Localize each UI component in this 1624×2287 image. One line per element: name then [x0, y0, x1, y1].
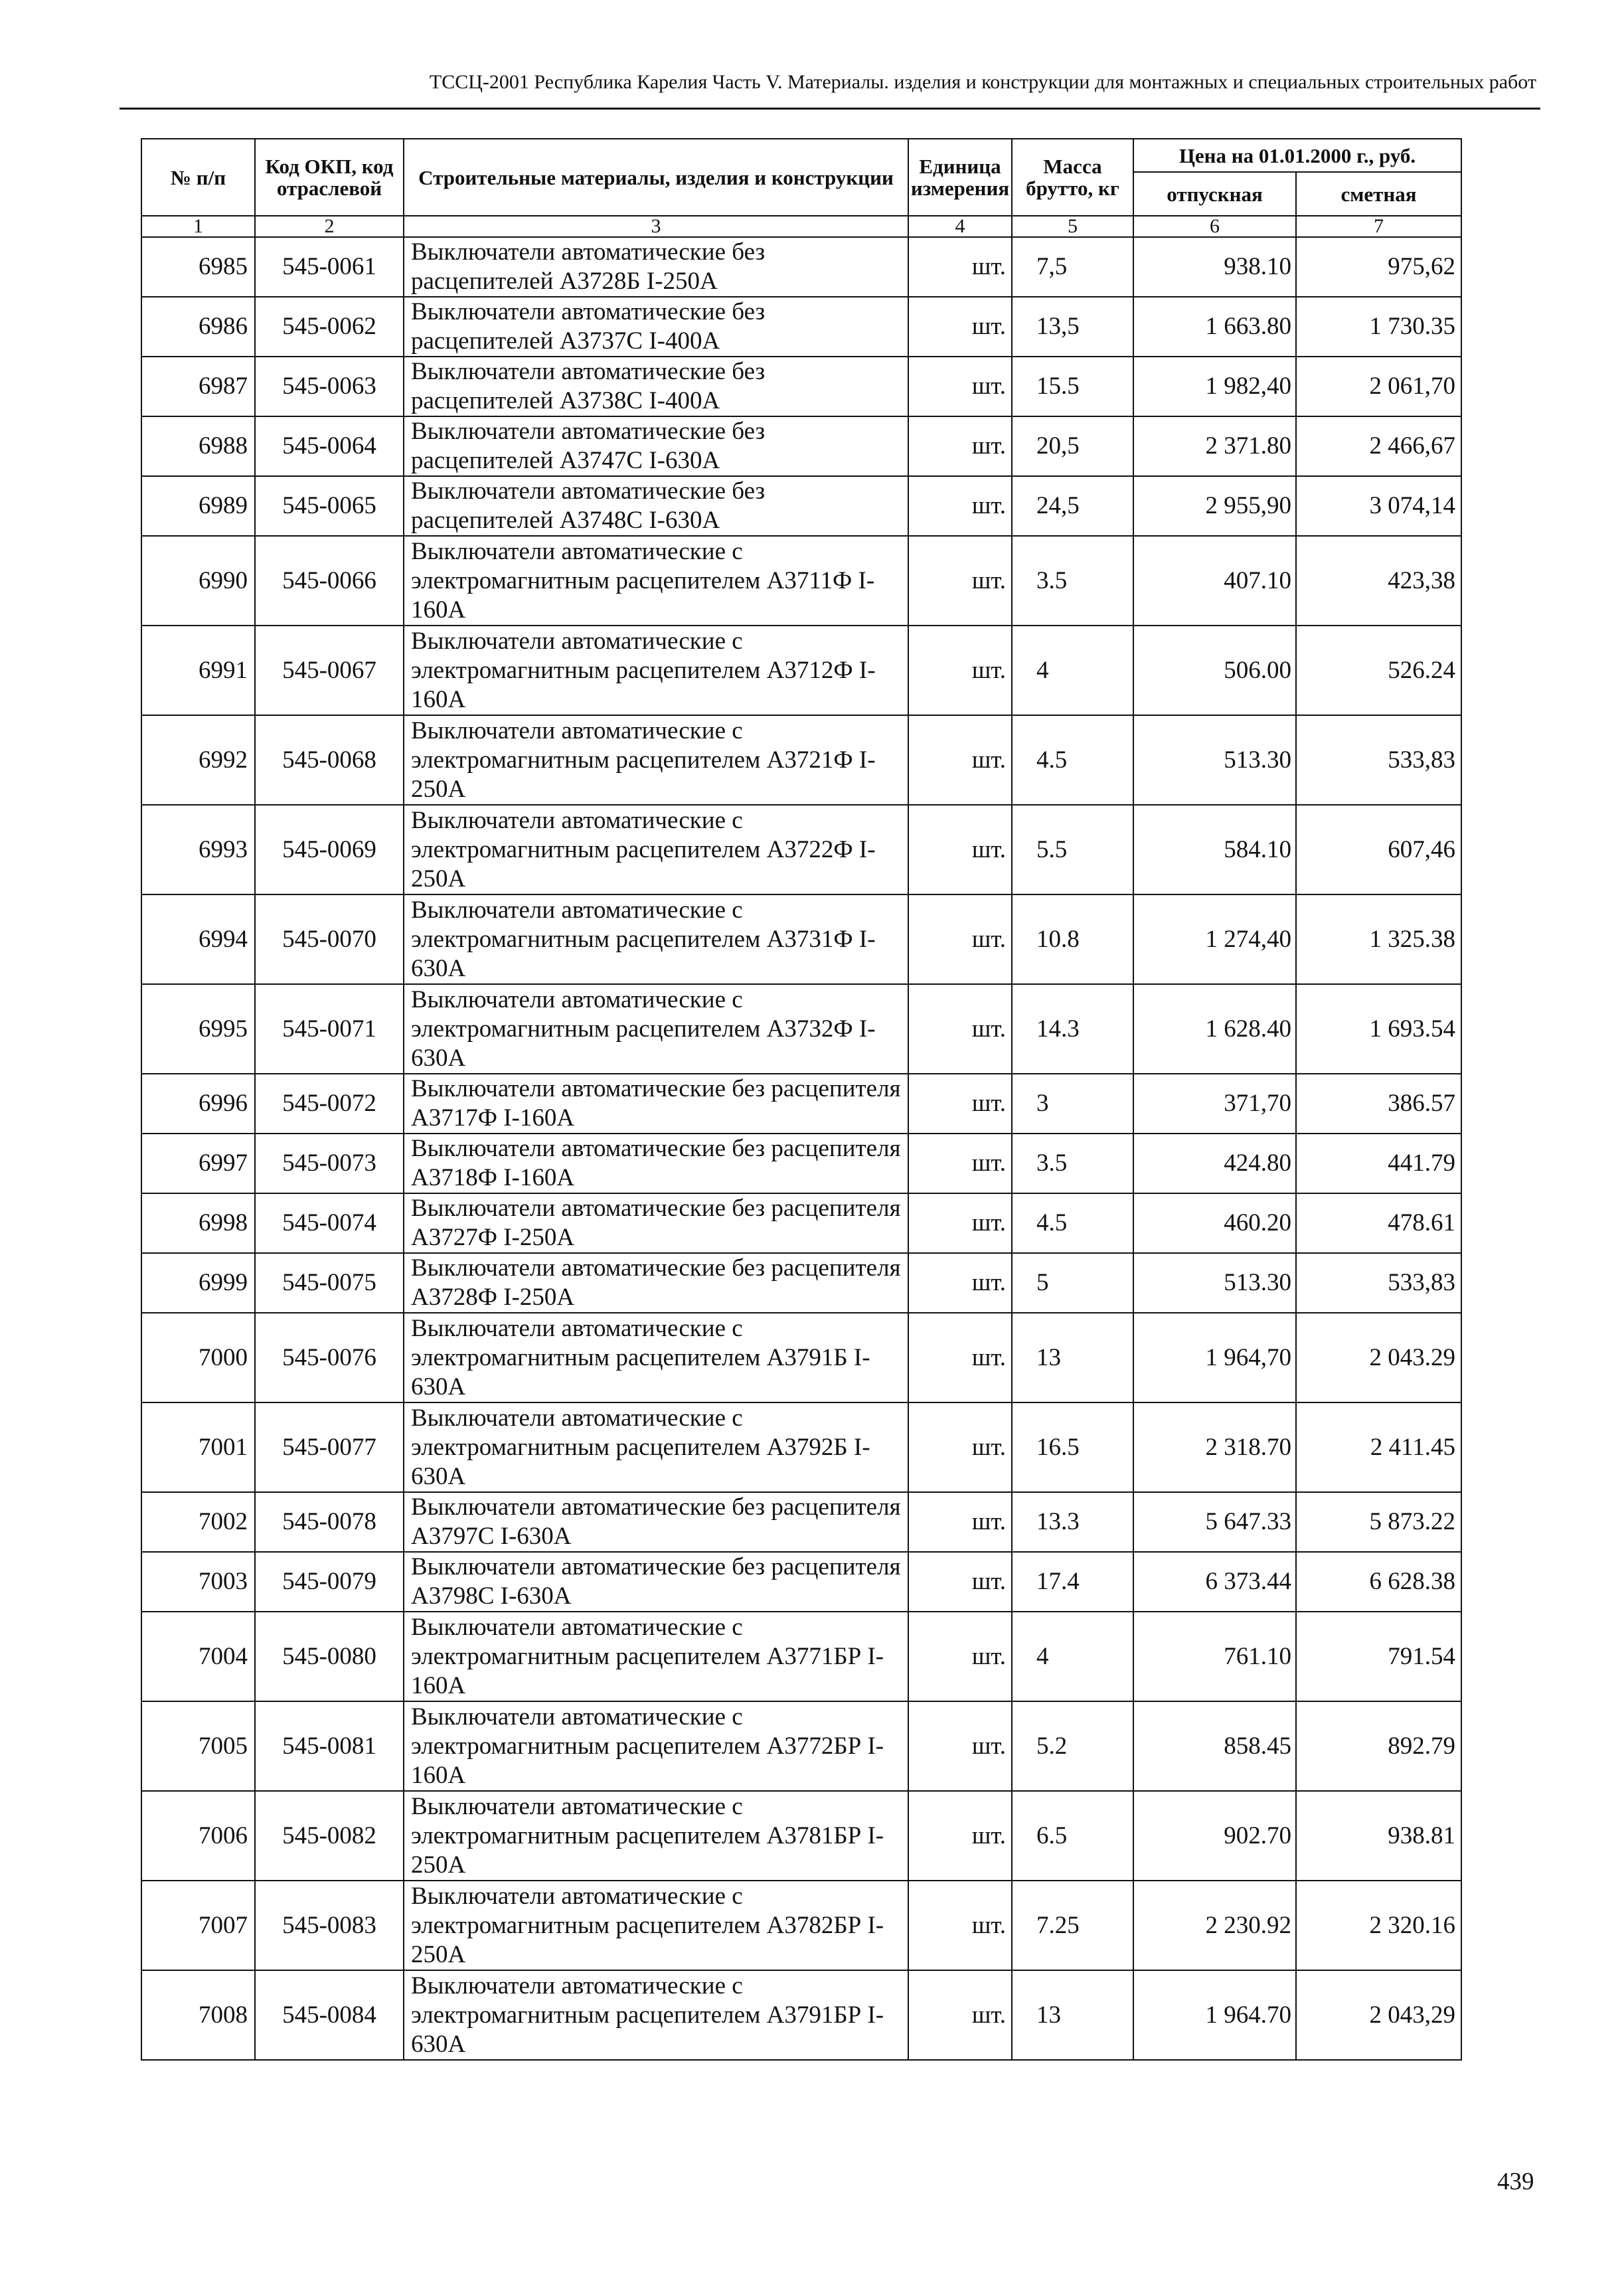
- col-header-price-group: Цена на 01.01.2000 г., руб.: [1133, 139, 1461, 172]
- item-name: Выключатели автоматические без расцепителя А3727Ф I-250А: [404, 1193, 908, 1253]
- gross-mass: 4: [1012, 626, 1133, 715]
- okp-code: 545-0082: [255, 1791, 404, 1881]
- release-price: 938.10: [1133, 237, 1296, 297]
- release-price: 2 230.92: [1133, 1881, 1296, 1970]
- unit-of-measure: шт.: [908, 805, 1012, 894]
- okp-code: 545-0064: [255, 416, 404, 476]
- row-number: 6989: [141, 476, 255, 536]
- row-number: 7001: [141, 1402, 255, 1492]
- unit-of-measure: шт.: [908, 1313, 1012, 1402]
- page-header: [120, 66, 1540, 98]
- estimate-price: 1 693.54: [1296, 984, 1461, 1074]
- row-number: 7008: [141, 1970, 255, 2060]
- column-number: 4: [908, 216, 1012, 237]
- gross-mass: 6.5: [1012, 1791, 1133, 1881]
- table-row: [141, 715, 1461, 805]
- estimate-price: 892.79: [1296, 1701, 1461, 1791]
- release-price: 2 371.80: [1133, 416, 1296, 476]
- release-price: 513.30: [1133, 715, 1296, 805]
- header-rule: [120, 108, 1540, 110]
- table-row: [141, 297, 1461, 357]
- item-name: Выключатели автоматические с электромагнитным расцепителем А3792Б I-630А: [404, 1402, 908, 1492]
- release-price: 460.20: [1133, 1193, 1296, 1253]
- okp-code: 545-0081: [255, 1701, 404, 1791]
- estimate-price: 2 411.45: [1296, 1402, 1461, 1492]
- item-name: Выключатели автоматические без расцепителя А3728Ф I-250А: [404, 1253, 908, 1313]
- estimate-price: 791.54: [1296, 1612, 1461, 1701]
- gross-mass: 5.2: [1012, 1701, 1133, 1791]
- item-name: Выключатели автоматические без расцепителя А3797С I-630А: [404, 1492, 908, 1552]
- okp-code: 545-0077: [255, 1402, 404, 1492]
- row-number: 6996: [141, 1074, 255, 1134]
- row-number: 7002: [141, 1492, 255, 1552]
- release-price: 1 964,70: [1133, 1313, 1296, 1402]
- okp-code: 545-0074: [255, 1193, 404, 1253]
- unit-of-measure: шт.: [908, 1074, 1012, 1134]
- release-price: 5 647.33: [1133, 1492, 1296, 1552]
- okp-code: 545-0061: [255, 237, 404, 297]
- gross-mass: 16.5: [1012, 1402, 1133, 1492]
- table-row: [141, 357, 1461, 416]
- gross-mass: 13: [1012, 1313, 1133, 1402]
- estimate-price: 938.81: [1296, 1791, 1461, 1881]
- item-name: Выключатели автоматические без расцепителей А3737С I-400А: [404, 297, 908, 357]
- unit-of-measure: шт.: [908, 1193, 1012, 1253]
- okp-code: 545-0078: [255, 1492, 404, 1552]
- estimate-price: 526.24: [1296, 626, 1461, 715]
- item-name: Выключатели автоматические без расцепителя А3798С I-630А: [404, 1552, 908, 1612]
- unit-of-measure: шт.: [908, 626, 1012, 715]
- release-price: 1 274,40: [1133, 894, 1296, 984]
- table-body: [141, 237, 1461, 2060]
- release-price: 513.30: [1133, 1253, 1296, 1313]
- estimate-price: 2 061,70: [1296, 357, 1461, 416]
- table-row: [141, 1313, 1461, 1402]
- release-price: 902.70: [1133, 1791, 1296, 1881]
- okp-code: 545-0063: [255, 357, 404, 416]
- price-table-container: [141, 138, 1462, 2061]
- item-name: Выключатели автоматические с электромагнитным расцепителем А3781БР I-250А: [404, 1791, 908, 1881]
- row-number: 7000: [141, 1313, 255, 1402]
- row-number: 6990: [141, 536, 255, 626]
- row-number: 6997: [141, 1134, 255, 1193]
- item-name: Выключатели автоматические без расцепителя А3717Ф I-160А: [404, 1074, 908, 1134]
- estimate-price: 3 074,14: [1296, 476, 1461, 536]
- gross-mass: 4.5: [1012, 1193, 1133, 1253]
- okp-code: 545-0068: [255, 715, 404, 805]
- item-name: Выключатели автоматические без расцепителя А3718Ф I-160А: [404, 1134, 908, 1193]
- item-name: Выключатели автоматические с электромагнитным расцепителем А3722Ф I-250А: [404, 805, 908, 894]
- table-row: [141, 237, 1461, 297]
- estimate-price: 1 325.38: [1296, 894, 1461, 984]
- unit-of-measure: шт.: [908, 1552, 1012, 1612]
- okp-code: 545-0065: [255, 476, 404, 536]
- unit-of-measure: шт.: [908, 416, 1012, 476]
- unit-of-measure: шт.: [908, 1402, 1012, 1492]
- document-title: ТССЦ-2001 Республика Карелия Часть V. Материалы. изделия и конструкции для монтажных и специальных строительных работ: [429, 71, 1536, 93]
- estimate-price: 423,38: [1296, 536, 1461, 626]
- gross-mass: 15.5: [1012, 357, 1133, 416]
- row-number: 7003: [141, 1552, 255, 1612]
- unit-of-measure: шт.: [908, 1492, 1012, 1552]
- table-row: [141, 1552, 1461, 1612]
- table-row: [141, 416, 1461, 476]
- item-name: Выключатели автоматические без расцепителей А3748С I-630А: [404, 476, 908, 536]
- table-row: [141, 536, 1461, 626]
- column-number: 5: [1012, 216, 1133, 237]
- estimate-price: 478.61: [1296, 1193, 1461, 1253]
- okp-code: 545-0062: [255, 297, 404, 357]
- item-name: Выключатели автоматические с электромагнитным расцепителем А3771БР I-160А: [404, 1612, 908, 1701]
- table-row: [141, 476, 1461, 536]
- okp-code: 545-0076: [255, 1313, 404, 1402]
- row-number: 6986: [141, 297, 255, 357]
- table-row: [141, 1134, 1461, 1193]
- release-price: 1 964.70: [1133, 1970, 1296, 2060]
- gross-mass: 20,5: [1012, 416, 1133, 476]
- okp-code: 545-0066: [255, 536, 404, 626]
- estimate-price: 2 466,67: [1296, 416, 1461, 476]
- okp-code: 545-0073: [255, 1134, 404, 1193]
- unit-of-measure: шт.: [908, 1791, 1012, 1881]
- estimate-price: 1 730.35: [1296, 297, 1461, 357]
- column-number: 6: [1133, 216, 1296, 237]
- gross-mass: 13.3: [1012, 1492, 1133, 1552]
- item-name: Выключатели автоматические без расцепителей А3728Б I-250А: [404, 237, 908, 297]
- estimate-price: 5 873.22: [1296, 1492, 1461, 1552]
- row-number: 6998: [141, 1193, 255, 1253]
- estimate-price: 533,83: [1296, 1253, 1461, 1313]
- col-header-price-release: отпускная: [1133, 172, 1296, 216]
- estimate-price: 975,62: [1296, 237, 1461, 297]
- estimate-price: 533,83: [1296, 715, 1461, 805]
- item-name: Выключатели автоматические с электромагнитным расцепителем А3772БР I-160А: [404, 1701, 908, 1791]
- release-price: 1 628.40: [1133, 984, 1296, 1074]
- table-row: [141, 1074, 1461, 1134]
- release-price: 584.10: [1133, 805, 1296, 894]
- okp-code: 545-0071: [255, 984, 404, 1074]
- okp-code: 545-0075: [255, 1253, 404, 1313]
- table-row: [141, 1612, 1461, 1701]
- gross-mass: 14.3: [1012, 984, 1133, 1074]
- gross-mass: 13: [1012, 1970, 1133, 2060]
- gross-mass: 3.5: [1012, 536, 1133, 626]
- unit-of-measure: шт.: [908, 1881, 1012, 1970]
- unit-of-measure: шт.: [908, 984, 1012, 1074]
- item-name: Выключатели автоматические с электромагнитным расцепителем А3732Ф I-630А: [404, 984, 908, 1074]
- table-row: [141, 1402, 1461, 1492]
- col-header-name: Строительные материалы, изделия и конструкции: [404, 139, 908, 216]
- table-row: [141, 626, 1461, 715]
- gross-mass: 3: [1012, 1074, 1133, 1134]
- table-row: [141, 1970, 1461, 2060]
- release-price: 6 373.44: [1133, 1552, 1296, 1612]
- item-name: Выключатели автоматические с электромагнитным расцепителем А3731Ф I-630А: [404, 894, 908, 984]
- item-name: Выключатели автоматические без расцепителей А3747С I-630А: [404, 416, 908, 476]
- unit-of-measure: шт.: [908, 536, 1012, 626]
- gross-mass: 7.25: [1012, 1881, 1133, 1970]
- estimate-price: 441.79: [1296, 1134, 1461, 1193]
- col-header-code: Код ОКП, код отраслевой: [255, 139, 404, 216]
- row-number: 7005: [141, 1701, 255, 1791]
- release-price: 858.45: [1133, 1701, 1296, 1791]
- gross-mass: 3.5: [1012, 1134, 1133, 1193]
- table-row: [141, 1492, 1461, 1552]
- gross-mass: 4.5: [1012, 715, 1133, 805]
- table-row: [141, 984, 1461, 1074]
- table-row: [141, 805, 1461, 894]
- item-name: Выключатели автоматические с электромагнитным расцепителем А3791Б I-630А: [404, 1313, 908, 1402]
- row-number: 6985: [141, 237, 255, 297]
- unit-of-measure: шт.: [908, 1612, 1012, 1701]
- table-row: [141, 1881, 1461, 1970]
- gross-mass: 5: [1012, 1253, 1133, 1313]
- unit-of-measure: шт.: [908, 1253, 1012, 1313]
- row-number: 6995: [141, 984, 255, 1074]
- release-price: 1 982,40: [1133, 357, 1296, 416]
- okp-code: 545-0070: [255, 894, 404, 984]
- row-number: 6987: [141, 357, 255, 416]
- unit-of-measure: шт.: [908, 894, 1012, 984]
- gross-mass: 17.4: [1012, 1552, 1133, 1612]
- estimate-price: 2 320.16: [1296, 1881, 1461, 1970]
- okp-code: 545-0079: [255, 1552, 404, 1612]
- col-header-unit: Единица измерения: [908, 139, 1012, 216]
- row-number: 6988: [141, 416, 255, 476]
- row-number: 6992: [141, 715, 255, 805]
- release-price: 506.00: [1133, 626, 1296, 715]
- table-row: [141, 894, 1461, 984]
- row-number: 7006: [141, 1791, 255, 1881]
- estimate-price: 2 043,29: [1296, 1970, 1461, 2060]
- estimate-price: 2 043.29: [1296, 1313, 1461, 1402]
- col-header-price-estimate: сметная: [1296, 172, 1461, 216]
- row-number: 7007: [141, 1881, 255, 1970]
- table-row: [141, 1193, 1461, 1253]
- unit-of-measure: шт.: [908, 1701, 1012, 1791]
- okp-code: 545-0080: [255, 1612, 404, 1701]
- table-row: [141, 1701, 1461, 1791]
- gross-mass: 24,5: [1012, 476, 1133, 536]
- column-number: 3: [404, 216, 908, 237]
- item-name: Выключатели автоматические с электромагнитным расцепителем А3791БР I-630А: [404, 1970, 908, 2060]
- column-number: 2: [255, 216, 404, 237]
- item-name: Выключатели автоматические с электромагнитным расцепителем А3712Ф I-160А: [404, 626, 908, 715]
- gross-mass: 4: [1012, 1612, 1133, 1701]
- unit-of-measure: шт.: [908, 357, 1012, 416]
- gross-mass: 5.5: [1012, 805, 1133, 894]
- unit-of-measure: шт.: [908, 237, 1012, 297]
- item-name: Выключатели автоматические с электромагнитным расцепителем А3711Ф I-160А: [404, 536, 908, 626]
- table-row: [141, 1253, 1461, 1313]
- page-number: 439: [1497, 2168, 1534, 2195]
- release-price: 2 955,90: [1133, 476, 1296, 536]
- column-number: 1: [141, 216, 255, 237]
- table-row: [141, 1791, 1461, 1881]
- price-table: [141, 138, 1462, 2061]
- item-name: Выключатели автоматические с электромагнитным расцепителем А3782БР I-250А: [404, 1881, 908, 1970]
- okp-code: 545-0084: [255, 1970, 404, 2060]
- col-header-num: № п/п: [141, 139, 255, 216]
- release-price: 407.10: [1133, 536, 1296, 626]
- release-price: 1 663.80: [1133, 297, 1296, 357]
- row-number: 6993: [141, 805, 255, 894]
- col-header-mass: Масса брутто, кг: [1012, 139, 1133, 216]
- row-number: 6991: [141, 626, 255, 715]
- okp-code: 545-0069: [255, 805, 404, 894]
- gross-mass: 7,5: [1012, 237, 1133, 297]
- unit-of-measure: шт.: [908, 297, 1012, 357]
- release-price: 761.10: [1133, 1612, 1296, 1701]
- okp-code: 545-0072: [255, 1074, 404, 1134]
- row-number: 6994: [141, 894, 255, 984]
- column-number-row: [141, 216, 1461, 237]
- gross-mass: 10.8: [1012, 894, 1133, 984]
- okp-code: 545-0083: [255, 1881, 404, 1970]
- row-number: 6999: [141, 1253, 255, 1313]
- unit-of-measure: шт.: [908, 715, 1012, 805]
- item-name: Выключатели автоматические с электромагнитным расцепителем А3721Ф I-250А: [404, 715, 908, 805]
- release-price: 2 318.70: [1133, 1402, 1296, 1492]
- row-number: 7004: [141, 1612, 255, 1701]
- unit-of-measure: шт.: [908, 1134, 1012, 1193]
- estimate-price: 607,46: [1296, 805, 1461, 894]
- estimate-price: 386.57: [1296, 1074, 1461, 1134]
- column-number: 7: [1296, 216, 1461, 237]
- okp-code: 545-0067: [255, 626, 404, 715]
- gross-mass: 13,5: [1012, 297, 1133, 357]
- item-name: Выключатели автоматические без расцепителей А3738С I-400А: [404, 357, 908, 416]
- release-price: 371,70: [1133, 1074, 1296, 1134]
- unit-of-measure: шт.: [908, 1970, 1012, 2060]
- table-header: [141, 139, 1461, 237]
- estimate-price: 6 628.38: [1296, 1552, 1461, 1612]
- unit-of-measure: шт.: [908, 476, 1012, 536]
- release-price: 424.80: [1133, 1134, 1296, 1193]
